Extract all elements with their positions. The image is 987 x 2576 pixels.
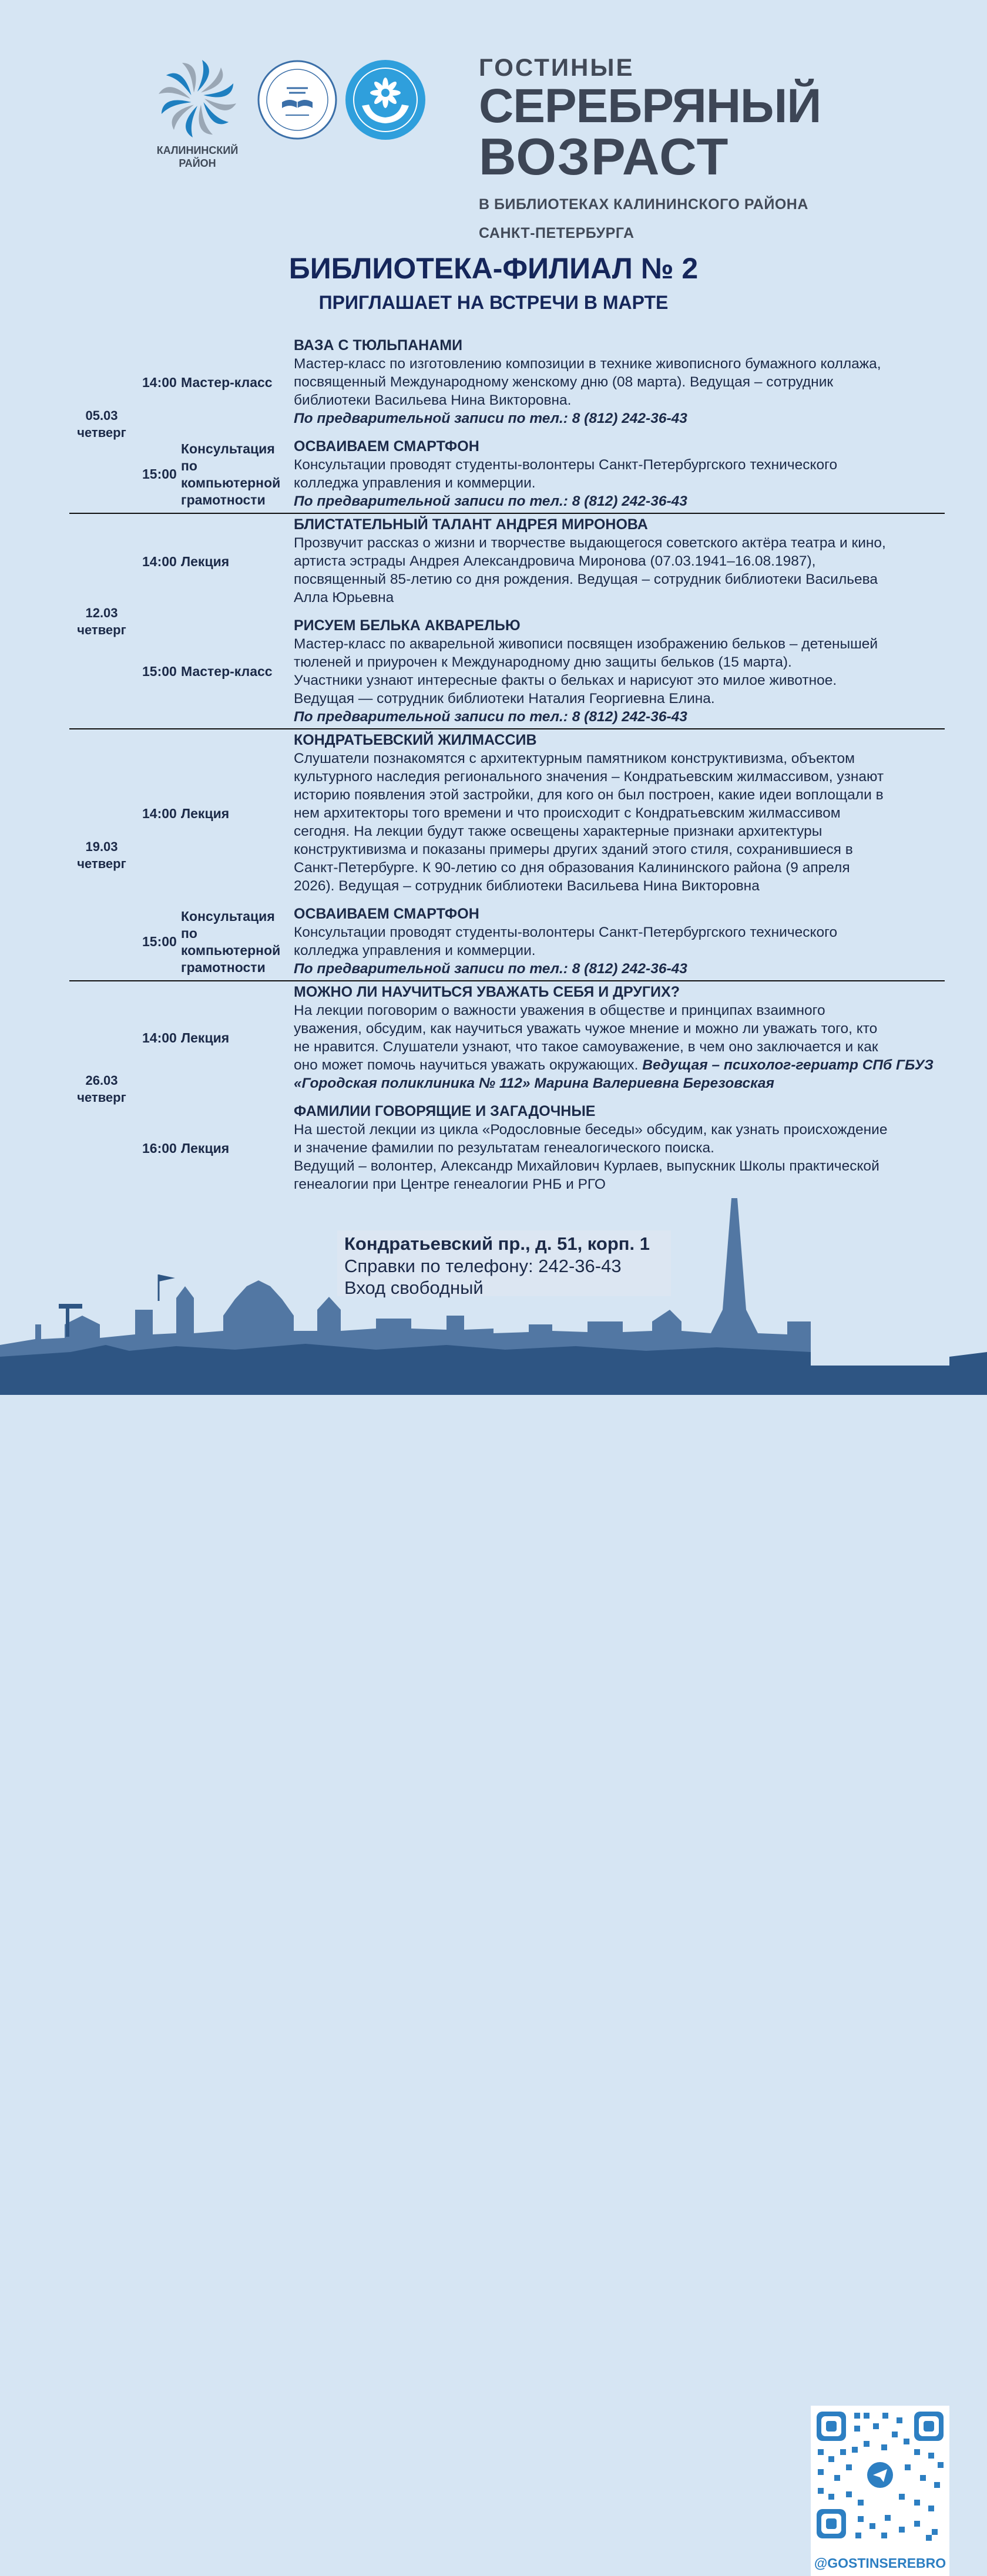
event-desc-line: 2026). Ведущая – сотрудник библиотеки Васильева Нина Викторовна xyxy=(294,878,760,894)
day-block xyxy=(69,729,945,981)
event-title: РИСУЕМ БЕЛЬКА АКВАРЕЛЬЮ xyxy=(294,617,521,634)
event-body xyxy=(294,903,945,980)
registration-note: По предварительной записи по тел.: 8 (812) 242-36-43 xyxy=(294,493,687,509)
event-desc-line: Слушатели познакомятся с архитектурным памятником конструктивизма, объектом xyxy=(294,751,855,766)
brand-line-gostinye: ГОСТИНЫЕ xyxy=(479,53,634,81)
event-time: 14:00 xyxy=(142,374,177,390)
entry-info: Вход свободный xyxy=(344,1277,484,1298)
day-date xyxy=(69,981,134,1196)
kalininsky-district-logo xyxy=(152,58,243,173)
event-row xyxy=(134,981,945,1095)
event-desc-line: колледжа управления и коммерции. xyxy=(294,475,536,491)
qr-code-icon[interactable] xyxy=(811,2406,949,2544)
library-system-seal xyxy=(256,59,338,141)
event-body xyxy=(294,729,945,897)
registration-note: По предварительной записи по тел.: 8 (812) 242-36-43 xyxy=(294,411,687,426)
event-title: МОЖНО ЛИ НАУЧИТЬСЯ УВАЖАТЬ СЕБЯ И ДРУГИХ? xyxy=(294,984,680,1000)
event-desc-line: посвященный 85-летию со дня рождения. Ведущая – сотрудник библиотеки Васильева xyxy=(294,571,878,587)
event-title: БЛИСТАТЕЛЬНЫЙ ТАЛАНТ АНДРЕЯ МИРОНОВА xyxy=(294,516,648,533)
event-time: 15:00 xyxy=(142,664,177,679)
event-desc-line: культурного наследия регионального значения – Кондратьевским жилмассивом, узнают xyxy=(294,769,884,785)
event-desc-line: Консультации проводят студенты-волонтеры Санкт-Петербургского технического xyxy=(294,924,838,940)
event-desc-tail: оно может помочь научиться уважать окружающих. xyxy=(294,1057,639,1073)
event-desc-line: и значение фамилии по результатам генеалогического поиска. xyxy=(294,1140,714,1156)
event-host: Ведущая – психолог-гериатр СПб ГБУЗ «Городская поликлиника № 112» Марина Валериевна Березовская xyxy=(294,1057,934,1091)
date-value: 05.03 xyxy=(85,408,118,423)
address: Кондратьевский пр., д. 51, корп. 1 xyxy=(344,1233,650,1254)
event-title: ОСВАИВАЕМ СМАРТФОН xyxy=(294,438,479,455)
phone-info: Справки по телефону: 242-36-43 xyxy=(344,1256,622,1276)
event-time: 16:00 xyxy=(142,1140,177,1156)
event-time: 15:00 xyxy=(142,466,177,482)
date-value: 12.03 xyxy=(85,605,118,620)
event-type: Консультация по компьютерной грамотности xyxy=(181,440,281,507)
event-time: 15:00 xyxy=(142,934,177,949)
header xyxy=(0,0,987,241)
day-date xyxy=(69,514,134,728)
qr-code-card[interactable] xyxy=(811,2406,949,2576)
brand-line-city: САНКТ-ПЕТЕРБУРГА xyxy=(479,225,634,241)
event-type: Лекция xyxy=(181,553,230,569)
event-desc-line: Ведущий – волонтер, Александр Михайлович Курлаев, выпускник Школы практической xyxy=(294,1158,879,1174)
date-value: 19.03 xyxy=(85,839,118,854)
event-row xyxy=(134,903,945,980)
registration-note: По предварительной записи по тел.: 8 (812) 242-36-43 xyxy=(294,961,687,977)
event-desc-line: колледжа управления и коммерции. xyxy=(294,943,536,959)
event-row xyxy=(134,1101,945,1196)
event-title: ФАМИЛИИ ГОВОРЯЩИЕ И ЗАГАДОЧНЫЕ xyxy=(294,1103,596,1119)
event-desc-line: уважения, обсудим, как научиться уважать чужое мнение и можно ли уважать того, кто xyxy=(294,1021,878,1037)
event-desc-with-host xyxy=(294,1056,945,1092)
brand-line-vozrast: ВОЗРАСТ xyxy=(479,127,730,186)
event-desc-line: Мастер-класс по акварельной живописи посвящен изображению бельков – детенышей xyxy=(294,636,878,652)
event-desc-line: На лекции поговорим о важности уважения в обществе и принципах взаимного xyxy=(294,1003,825,1018)
event-row xyxy=(134,335,945,430)
logo-caption-line2: РАЙОН xyxy=(179,157,216,169)
event-time: 14:00 xyxy=(142,805,177,821)
event-body xyxy=(294,514,945,609)
event-type: Мастер-класс xyxy=(181,664,273,679)
event-title: ВАЗА С ТЮЛЬПАНАМИ xyxy=(294,337,463,354)
event-desc-line: Ведущая — сотрудник библиотеки Наталия Георгиевна Елина. xyxy=(294,691,715,707)
day-date xyxy=(69,335,134,513)
event-desc-line: не нравится. Слушатели узнают, что такое самоуважение, в чем оно заключается и как xyxy=(294,1039,878,1055)
hands-flower-icon xyxy=(344,59,427,141)
event-desc-line: артиста эстрады Андрея Александровича Миронова (07.03.1941–16.08.1987), xyxy=(294,553,816,569)
event-desc-line: сегодня. На лекции будут также освещены характерные признаки архитектуры xyxy=(294,823,822,839)
page-title: БИБЛИОТЕКА-ФИЛИАЛ № 2 xyxy=(288,252,699,285)
event-desc-line: Прозвучит рассказ о жизни и творчестве выдающегося советского актёра театра и кино, xyxy=(294,535,886,551)
event-desc-line: конструктивизма и показаны примеры других зданий этого стиля, сохранившиеся в xyxy=(294,842,853,857)
brand-block xyxy=(479,54,843,242)
date-value: 26.03 xyxy=(85,1072,118,1088)
event-desc-line: тюленей и приурочен к Международному дню защиты бельков (15 марта). xyxy=(294,654,792,670)
event-type: Консультация по компьютерной грамотности xyxy=(181,908,281,975)
event-desc-line: Консультации проводят студенты-волонтеры Санкт-Петербургского технического xyxy=(294,457,838,473)
day-block xyxy=(69,514,945,729)
event-row xyxy=(134,615,945,728)
event-desc-line: Алла Юрьевна xyxy=(294,590,394,606)
date-weekday: четверг xyxy=(77,622,126,637)
event-type: Мастер-класс xyxy=(181,374,273,390)
event-body xyxy=(294,981,945,1095)
spiral-emblem-icon xyxy=(152,58,243,140)
logo-caption-line1: КАЛИНИНСКИЙ xyxy=(156,144,239,156)
social-service-seal xyxy=(344,59,427,141)
day-block xyxy=(69,981,945,1196)
event-desc-line: нем архитекторы того времени и что происходит с Кондратьевским жилмассивом xyxy=(294,805,841,821)
event-desc-line: Мастер-класс по изготовлению композиции в технике живописного бумажного коллажа, xyxy=(294,356,881,372)
day-date xyxy=(69,729,134,980)
contact-info xyxy=(337,1230,671,1296)
event-body xyxy=(294,1101,945,1196)
day-block xyxy=(69,335,945,514)
event-type: Лекция xyxy=(181,1030,230,1045)
date-weekday: четверг xyxy=(77,1089,126,1105)
date-weekday: четверг xyxy=(77,856,126,871)
qr-handle: @GOSTINSEREBRO xyxy=(814,2555,946,2571)
event-desc-line: библиотеки Васильева Нина Викторовна. xyxy=(294,392,572,408)
library-seal-icon xyxy=(256,59,338,141)
event-time: 14:00 xyxy=(142,1030,177,1045)
event-row xyxy=(134,729,945,897)
event-desc-line: Санкт-Петербурге. К 90-летию со дня образования Калининского района (9 апреля xyxy=(294,860,850,876)
event-desc-line: посвященный Международному женскому дню (08 марта). Ведущая – сотрудник xyxy=(294,374,834,390)
event-type: Лекция xyxy=(181,805,230,821)
event-type: Лекция xyxy=(181,1140,230,1156)
event-title: КОНДРАТЬЕВСКИЙ ЖИЛМАССИВ xyxy=(294,732,537,748)
brand-line-libraries: В БИБЛИОТЕКАХ КАЛИНИНСКОГО РАЙОНА xyxy=(479,196,808,213)
event-row xyxy=(134,436,945,513)
event-time: 14:00 xyxy=(142,553,177,569)
event-desc-line: На шестой лекции из цикла «Родословные беседы» обсудим, как узнать происхождение xyxy=(294,1122,888,1138)
event-desc-line: историю появления этой застройки, для кого он был построен, какие идеи воплощали в xyxy=(294,787,884,803)
event-body xyxy=(294,436,945,513)
event-title: ОСВАИВАЕМ СМАРТФОН xyxy=(294,906,479,922)
date-weekday: четверг xyxy=(77,425,126,440)
event-desc-line: Участники узнают интересные факты о бельках и нарисуют это милое животное. xyxy=(294,672,837,688)
event-body xyxy=(294,615,945,728)
page-subtitle: ПРИГЛАШАЕТ НА ВСТРЕЧИ В МАРТЕ xyxy=(318,292,669,313)
event-desc-line: генеалогии при Центре генеалогии РНБ и РГО xyxy=(294,1176,606,1192)
event-row xyxy=(134,514,945,609)
registration-note: По предварительной записи по тел.: 8 (812) 242-36-43 xyxy=(294,709,687,725)
schedule xyxy=(69,335,945,1196)
brand-line-serebryany: СЕРЕБРЯНЫЙ xyxy=(479,79,821,133)
event-body xyxy=(294,335,945,430)
